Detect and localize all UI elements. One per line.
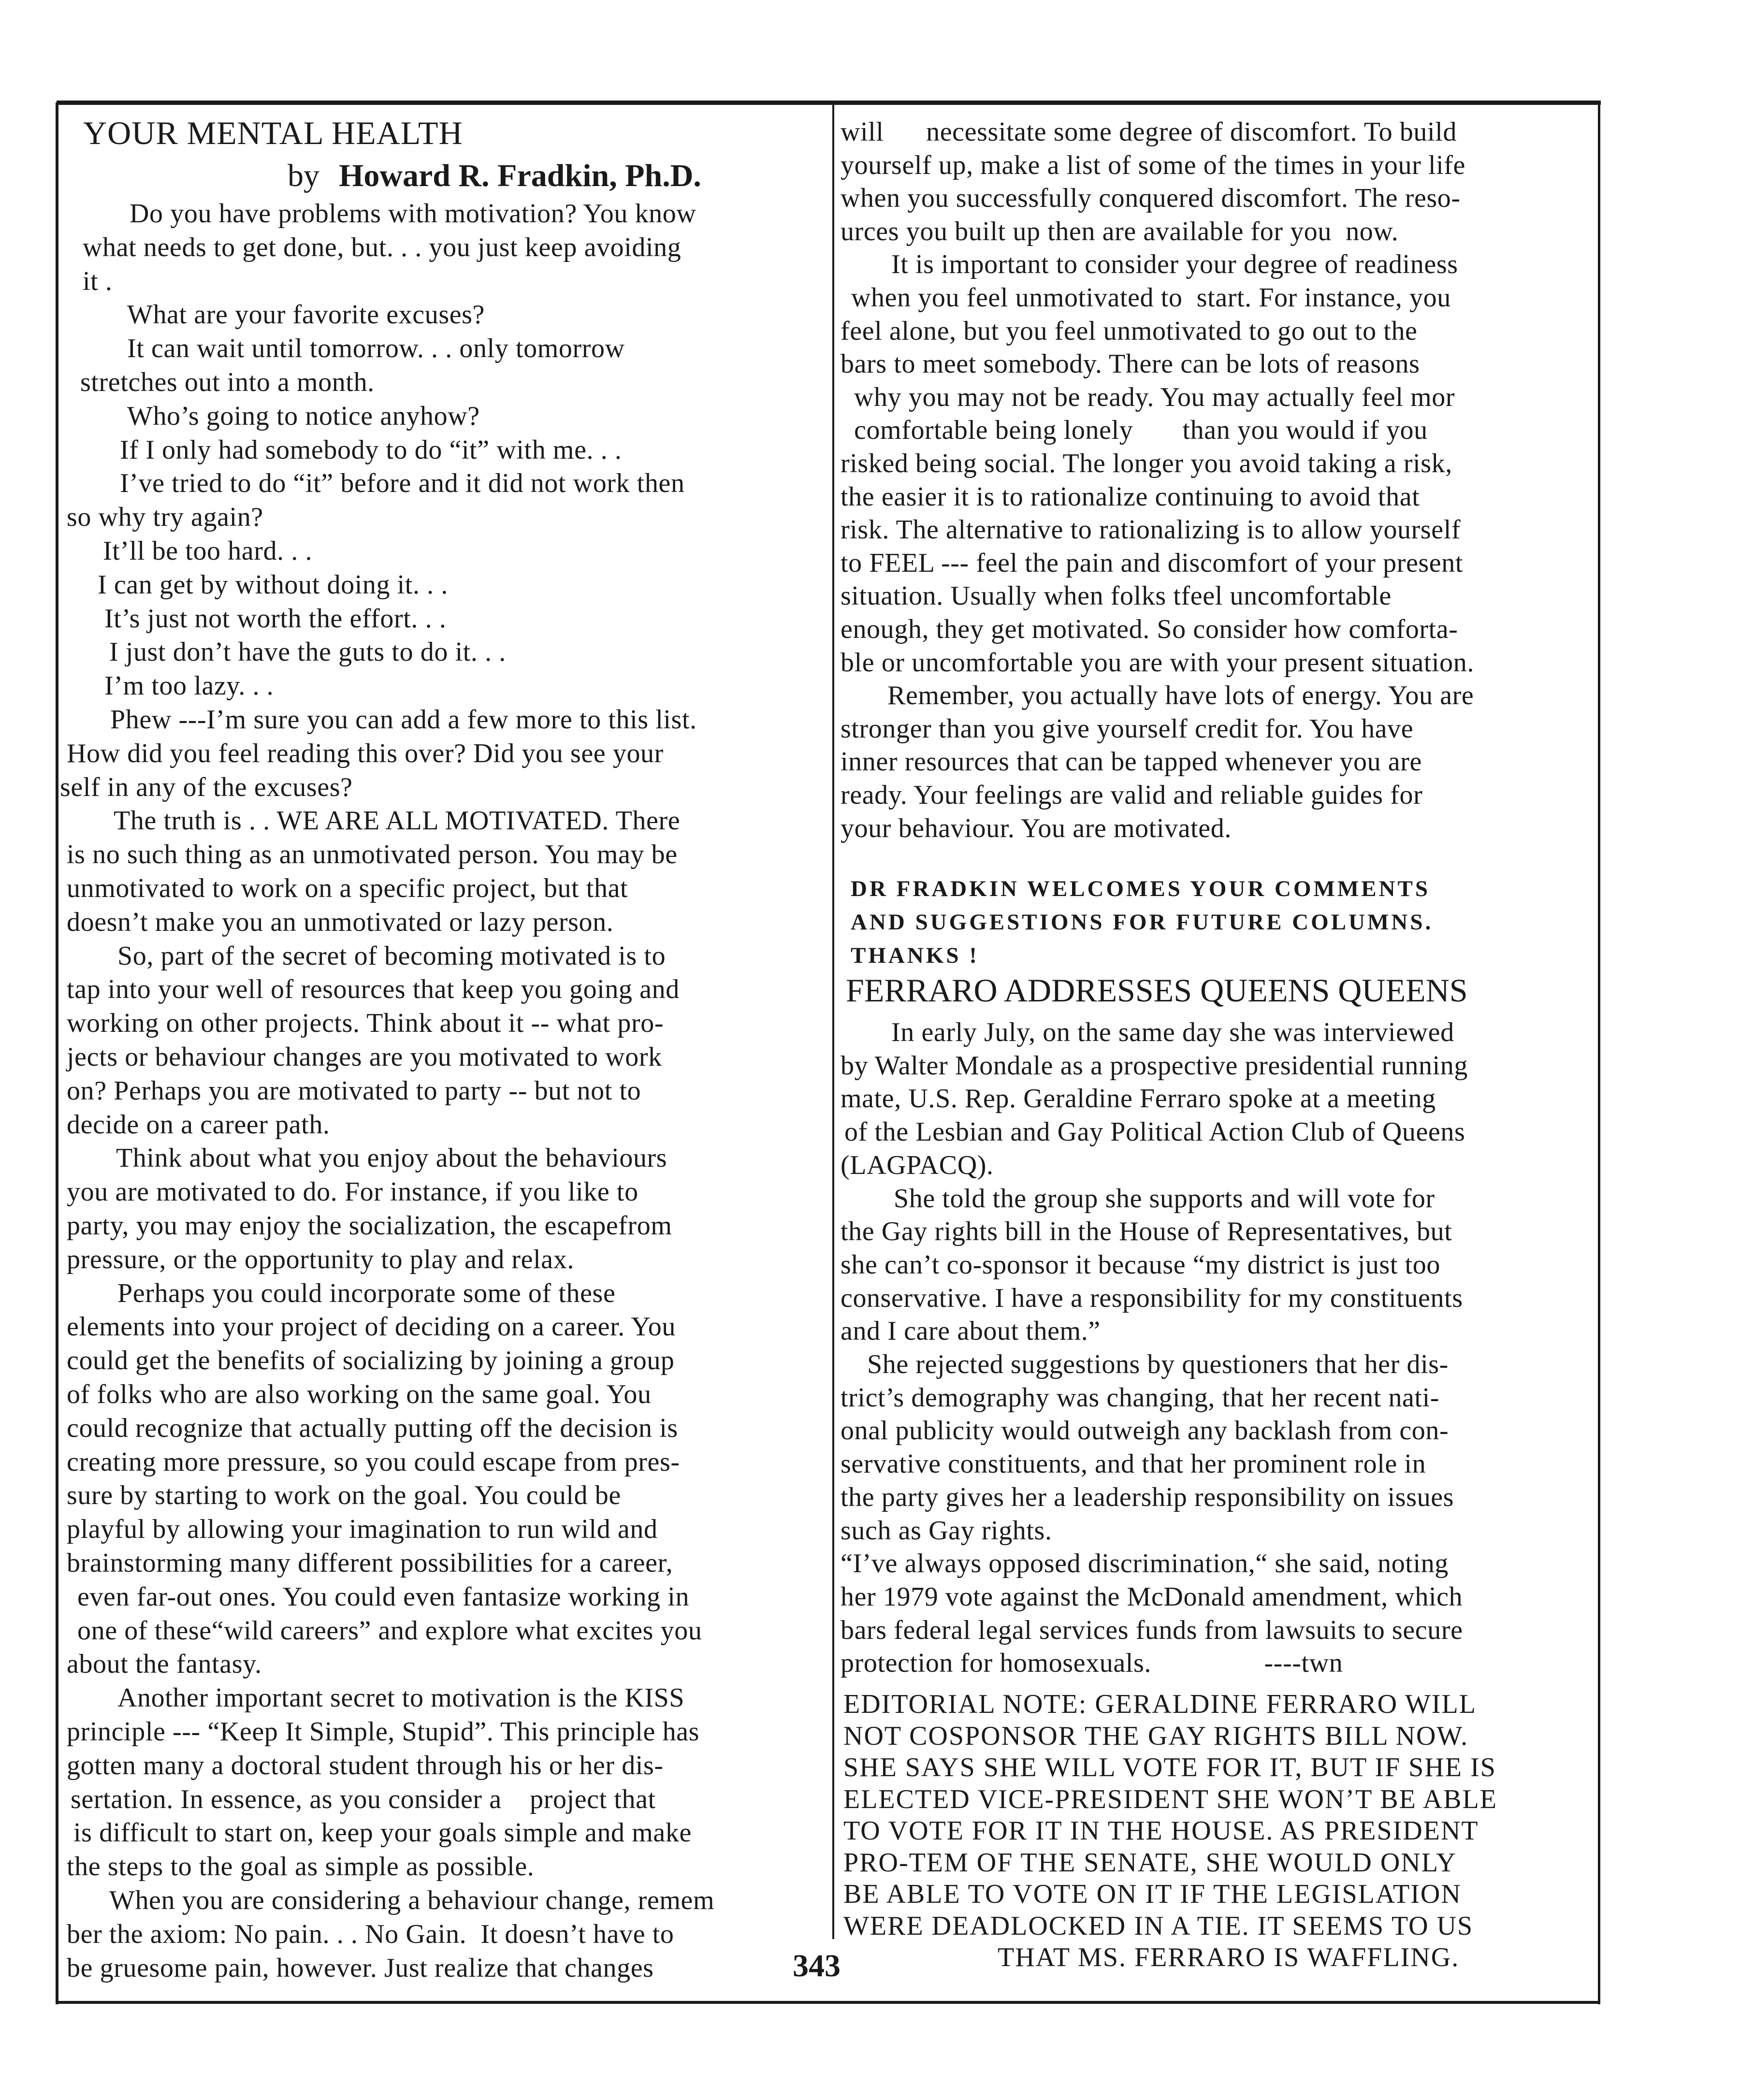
text-line: THAT MS. FERRARO IS WAFFLING. <box>843 1942 1460 1972</box>
text-line: So, part of the secret of becoming motivated is to <box>117 941 666 971</box>
text-line: NOT COSPONSOR THE GAY RIGHTS BILL NOW. <box>843 1721 1469 1751</box>
text-line: such as Gay rights. <box>841 1515 1052 1546</box>
text-line: when you successfully conquered discomfort. The reso- <box>841 183 1461 214</box>
text-line: one of these“wild careers” and explore what excites you <box>77 1615 702 1646</box>
text-line: It’ll be too hard. . . <box>103 536 313 566</box>
text-line: bars to meet somebody. There can be lots of reasons <box>841 349 1420 379</box>
text-line: decide on a career path. <box>67 1109 330 1140</box>
text-line: will necessitate some degree of discomfort. To build <box>841 117 1457 147</box>
text-line: gotten many a doctoral student through his or her dis- <box>67 1750 664 1781</box>
text-line: situation. Usually when folks tfeel uncomfortable <box>841 581 1392 611</box>
text-line: ready. Your feelings are valid and reliable guides for <box>841 780 1423 810</box>
text-line: playful by allowing your imagination to run wild and <box>67 1514 658 1545</box>
text-line: creating more pressure, so you could escape from pres- <box>67 1447 680 1477</box>
text-line: I’ve tried to do “it” before and it did not work then <box>120 468 685 499</box>
text-line: party, you may enjoy the socialization, the escapefrom <box>67 1211 672 1241</box>
text-line: I can get by without doing it. . . <box>98 569 448 600</box>
text-line: EDITORIAL NOTE: GERALDINE FERRARO WILL <box>843 1689 1477 1719</box>
text-line: THANKS ! <box>851 943 979 968</box>
text-line: When you are considering a behaviour change, remem <box>109 1885 715 1915</box>
text-line: DR FRADKIN WELCOMES YOUR COMMENTS <box>851 876 1431 901</box>
text-line: risk. The alternative to rationalizing is to allow yourself <box>841 515 1461 545</box>
text-line: what needs to get done, but. . . you just keep avoiding <box>83 232 682 262</box>
text-line: and I care about them.” <box>841 1316 1101 1347</box>
text-line: In early July, on the same day she was interviewed <box>891 1017 1454 1047</box>
text-line: brainstorming many different possibilities for a career, <box>67 1548 673 1578</box>
text-line: your behaviour. You are motivated. <box>841 813 1232 843</box>
text-line: bars federal legal services funds from lawsuits to secure <box>841 1615 1463 1645</box>
column-divider <box>832 102 834 1939</box>
text-line: I’m too lazy. . . <box>104 671 274 701</box>
text-line: she can’t co-sponsor it because “my district is just too <box>841 1249 1440 1280</box>
text-line: BE ABLE TO VOTE ON IT IF THE LEGISLATION <box>843 1879 1462 1909</box>
text-line: is difficult to start on, keep your goals simple and make <box>73 1818 692 1848</box>
text-line: working on other projects. Think about it -- what pro- <box>67 1008 664 1039</box>
text-line: She rejected suggestions by questioners that her dis- <box>867 1349 1449 1379</box>
text-line: urces you built up then are available for you now. <box>841 216 1399 246</box>
text-line: sure by starting to work on the goal. You could be <box>67 1480 621 1511</box>
text-line: elements into your project of deciding on a career. You <box>67 1312 676 1342</box>
text-line: enough, they get motivated. So consider how comforta- <box>841 614 1458 644</box>
text-line: the party gives her a leadership responsibility on issues <box>841 1482 1454 1512</box>
text-line: PRO-TEM OF THE SENATE, SHE WOULD ONLY <box>843 1847 1457 1878</box>
text-line: sertation. In essence, as you consider a project that <box>71 1784 656 1814</box>
text-line: self in any of the excuses? <box>60 772 353 802</box>
text-line: protection for homosexuals. ----twn <box>841 1648 1343 1679</box>
text-line: pressure, or the opportunity to play and relax. <box>67 1244 574 1274</box>
page-number: 343 <box>793 1948 841 1984</box>
text-line: even far-out ones. You could even fantasize working in <box>77 1581 690 1612</box>
text-line: be gruesome pain, however. Just realize that changes <box>67 1953 654 1983</box>
byline-author: Howard R. Fradkin, Ph.D. <box>339 158 701 193</box>
text-line: you are motivated to do. For instance, if you like to <box>67 1177 638 1207</box>
text-line: by Walter Mondale as a prospective presidential running <box>841 1050 1468 1081</box>
text-line: about the fantasy. <box>67 1649 262 1680</box>
text-line: Perhaps you could incorporate some of these <box>117 1278 616 1308</box>
text-line: her 1979 vote against the McDonald amendment, which <box>841 1581 1463 1612</box>
text-line: risked being social. The longer you avoid taking a risk, <box>841 449 1452 478</box>
text-line: could get the benefits of socializing by joining a group <box>67 1346 675 1376</box>
text-line: onal publicity would outweigh any backlash from con- <box>841 1416 1449 1446</box>
text-line: mate, U.S. Rep. Geraldine Ferraro spoke at a meeting <box>841 1084 1436 1114</box>
text-line: It’s just not worth the effort. . . <box>104 603 447 634</box>
text-line: Do you have problems with motivation? You know <box>130 199 696 229</box>
text-line: I just don’t have the guts to do it. . . <box>109 637 506 667</box>
text-line: AND SUGGESTIONS FOR FUTURE COLUMNS. <box>851 910 1434 935</box>
text-line: WERE DEADLOCKED IN A TIE. IT SEEMS TO US <box>843 1911 1474 1941</box>
text-line: (LAGPACQ). <box>841 1150 994 1180</box>
text-line: ble or uncomfortable you are with your present situation. <box>841 647 1474 678</box>
text-line: SHE SAYS SHE WILL VOTE FOR IT, BUT IF SHE IS <box>843 1752 1496 1782</box>
text-line: the Gay rights bill in the House of Representatives, but <box>841 1217 1452 1247</box>
border-bottom <box>56 2001 1600 2004</box>
text-line: to FEEL --- feel the pain and discomfort of your present <box>841 548 1464 578</box>
text-line: trict’s demography was changing, that her recent nati- <box>841 1382 1440 1413</box>
text-line: The truth is . . WE ARE ALL MOTIVATED. There <box>114 806 681 836</box>
text-line: ELECTED VICE-PRESIDENT SHE WON’T BE ABLE <box>843 1784 1497 1814</box>
text-line: comfortable being lonely than you would if you <box>854 415 1428 446</box>
text-line: “I’ve always opposed discrimination,“ she said, noting <box>841 1549 1449 1579</box>
text-line: yourself up, make a list of some of the times in your life <box>841 150 1465 180</box>
text-line: servative constituents, and that her prominent role in <box>841 1449 1426 1479</box>
text-line: It can wait until tomorrow. . . only tomorrow <box>127 333 625 364</box>
text-line: It is important to consider your degree of readiness <box>891 249 1458 280</box>
border-left <box>56 102 58 2004</box>
byline-by: by <box>288 158 319 193</box>
text-line: so why try again? <box>67 502 263 533</box>
text-line: Who’s going to notice anyhow? <box>127 401 480 431</box>
text-line: it . <box>83 266 113 296</box>
text-line: why you may not be ready. You may actually feel mor <box>854 382 1455 412</box>
text-line: on? Perhaps you are motivated to party -- but not to <box>67 1075 641 1106</box>
text-line: feel alone, but you feel unmotivated to go out to the <box>841 316 1418 346</box>
text-line: What are your favorite excuses? <box>127 300 485 330</box>
text-line: of folks who are also working on the same goal. You <box>67 1379 652 1409</box>
border-top <box>57 101 1601 105</box>
ferraro-headline: FERRARO ADDRESSES QUEENS QUEENS <box>846 972 1468 1009</box>
article-title: YOUR MENTAL HEALTH <box>83 115 463 151</box>
text-line: If I only had somebody to do “it” with me. . . <box>120 434 622 465</box>
text-line: Think about what you enjoy about the behaviours <box>116 1143 667 1173</box>
text-line: tap into your well of resources that keep you going and <box>67 974 680 1005</box>
text-line: ber the axiom: No pain. . . No Gain. It doesn’t have to <box>67 1919 674 1949</box>
text-line: inner resources that can be tapped whenever you are <box>841 747 1422 777</box>
text-line: is no such thing as an unmotivated person. You may be <box>67 840 678 870</box>
text-line: unmotivated to work on a specific project, but that <box>67 873 628 903</box>
text-line: when you feel unmotivated to start. For instance, you <box>851 283 1451 313</box>
border-right <box>1598 102 1600 2004</box>
text-line: How did you feel reading this over? Did you see your <box>67 738 664 768</box>
text-line: Another important secret to motivation is the KISS <box>117 1683 685 1713</box>
text-line: TO VOTE FOR IT IN THE HOUSE. AS PRESIDENT <box>843 1816 1479 1846</box>
text-line: principle --- “Keep It Simple, Stupid”. This principle has <box>67 1717 700 1747</box>
text-line: doesn’t make you an unmotivated or lazy person. <box>67 907 614 937</box>
text-line: of the Lesbian and Gay Political Action Club of Queens <box>844 1117 1465 1147</box>
byline <box>288 158 701 194</box>
text-line: jects or behaviour changes are you motivated to work <box>67 1042 662 1072</box>
text-line: the steps to the goal as simple as possible. <box>67 1852 535 1882</box>
text-line: stretches out into a month. <box>80 367 375 397</box>
text-line: stronger than you give yourself credit for. You have <box>841 713 1414 744</box>
text-line: Remember, you actually have lots of energy. You are <box>887 681 1474 711</box>
text-line: conservative. I have a responsibility for my constituents <box>841 1283 1463 1313</box>
text-line: the easier it is to rationalize continuing to avoid that <box>841 481 1420 512</box>
text-line: Phew ---I’m sure you can add a few more to this list. <box>110 705 697 735</box>
text-line: She told the group she supports and will vote for <box>894 1183 1435 1214</box>
text-line: could recognize that actually putting off the decision is <box>67 1413 678 1443</box>
